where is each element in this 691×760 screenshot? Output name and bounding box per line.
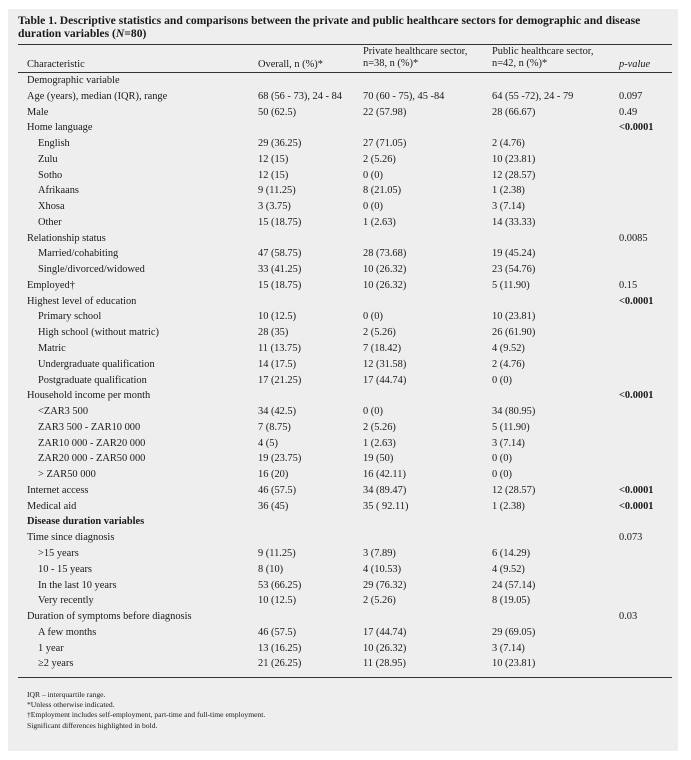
cell-characteristic: High school (without matric): [38, 327, 159, 339]
table-row: [0, 73, 691, 89]
cell-private: 1 (2.63): [363, 437, 396, 449]
cell-private: 10 (26.32): [363, 264, 407, 276]
table-row: [0, 152, 691, 168]
cell-overall: 14 (17.5): [258, 358, 297, 370]
table-row: [0, 483, 691, 499]
cell-characteristic: Disease duration variables: [27, 516, 145, 528]
cell-characteristic: Duration of symptoms before diagnosis: [27, 611, 192, 623]
cell-private: 10 (26.32): [363, 279, 407, 291]
cell-characteristic: Other: [38, 216, 62, 228]
cell-overall: 8 (10): [258, 563, 284, 575]
cell-public: 0 (0): [492, 469, 512, 481]
table-row: [0, 294, 691, 310]
cell-overall: 53 (66.25): [258, 579, 302, 591]
cell-public: 26 (61.90): [492, 327, 536, 339]
table-row: [0, 451, 691, 467]
cell-overall: 10 (12.5): [258, 311, 297, 323]
cell-private: 12 (31.58): [363, 358, 407, 370]
cell-overall: 34 (42.5): [258, 406, 297, 418]
cell-private: 3 (7.89): [363, 547, 396, 559]
cell-pvalue: <0.0001: [619, 295, 654, 307]
cell-characteristic: Employed†: [27, 279, 75, 291]
cell-public: 14 (33.33): [492, 216, 536, 228]
cell-private: 2 (5.26): [363, 421, 396, 433]
cell-characteristic: Medical aid: [27, 500, 77, 512]
bottom-rule: [18, 677, 672, 678]
table-row: [0, 625, 691, 641]
table-row: [0, 246, 691, 262]
col-header-overall: [258, 59, 323, 71]
cell-private: 29 (76.32): [363, 579, 407, 591]
cell-characteristic: A few months: [38, 626, 97, 638]
cell-public: 19 (45.24): [492, 248, 536, 260]
cell-pvalue: 0.0085: [619, 232, 648, 244]
cell-overall: 16 (20): [258, 469, 289, 481]
cell-characteristic: Demographic variable: [27, 75, 120, 86]
table-row: [0, 388, 691, 404]
cell-characteristic: ZAR3 500 - ZAR10 000: [38, 421, 141, 433]
table-row: [0, 593, 691, 609]
cell-overall: 28 (35): [258, 327, 289, 339]
table-row: [0, 199, 691, 215]
table-row: [0, 309, 691, 325]
table-row: [0, 215, 691, 231]
cell-public: 3 (7.14): [492, 642, 525, 654]
cell-private: 7 (18.42): [363, 343, 402, 355]
table-row: [0, 420, 691, 436]
cell-characteristic: Internet access: [27, 484, 89, 496]
table-row: [0, 262, 691, 278]
footnote: *Unless otherwise indicated.: [27, 700, 115, 710]
cell-overall: 21 (26.25): [258, 658, 302, 670]
cell-overall: 4 (5): [258, 437, 278, 449]
cell-private: 2 (5.26): [363, 153, 396, 165]
cell-private: 28 (73.68): [363, 248, 407, 260]
col-header-private-line1: Private healthcare sector,: [363, 46, 468, 57]
cell-overall: 46 (57.5): [258, 626, 297, 638]
cell-private: 19 (50): [363, 453, 394, 465]
cell-private: 1 (2.63): [363, 216, 396, 228]
table-row: [0, 136, 691, 152]
table-section-row: [0, 514, 691, 530]
cell-overall: 11 (13.75): [258, 343, 301, 355]
caption-label: Table 1.: [18, 14, 57, 27]
cell-overall: 12 (15): [258, 169, 289, 181]
cell-overall: 13 (16.25): [258, 642, 302, 654]
cell-characteristic: Male: [27, 106, 49, 118]
cell-characteristic: Matric: [38, 343, 66, 355]
cell-characteristic: 1 year: [38, 642, 64, 654]
table-row: [0, 641, 691, 657]
cell-private: 0 (0): [363, 169, 383, 181]
cell-public: 3 (7.14): [492, 201, 525, 213]
cell-pvalue: 0.097: [619, 90, 643, 102]
cell-overall: 33 (41.25): [258, 264, 302, 276]
cell-private: 70 (60 - 75), 45 -84: [363, 90, 445, 102]
cell-characteristic: ≥2 years: [38, 658, 74, 670]
cell-pvalue: 0.073: [619, 532, 643, 544]
table-row: [0, 609, 691, 625]
cell-public: 10 (23.81): [492, 311, 536, 323]
cell-private: 8 (21.05): [363, 185, 402, 197]
cell-overall: 15 (18.75): [258, 279, 302, 291]
cell-characteristic: Married/cohabiting: [38, 248, 119, 260]
caption-text: Descriptive statistics and comparisons between the private and public healthcare sectors for demographic and disease duration variables (: [18, 14, 641, 40]
cell-pvalue: 0.49: [619, 106, 638, 118]
table-row: [0, 656, 691, 672]
cell-overall: 46 (57.5): [258, 484, 297, 496]
cell-pvalue: <0.0001: [619, 390, 654, 402]
footnote: Significant differences highlighted in bold.: [27, 720, 158, 730]
cell-overall: 50 (62.5): [258, 106, 297, 118]
cell-private: 35 ( 92.11): [363, 500, 409, 512]
table-row: [0, 168, 691, 184]
top-rule: [18, 44, 672, 45]
cell-private: 34 (89.47): [363, 484, 407, 496]
cell-characteristic: ZAR20 000 - ZAR50 000: [38, 453, 146, 465]
col-header-private: [363, 46, 467, 70]
cell-public: 0 (0): [492, 374, 512, 386]
table-row: [0, 530, 691, 546]
cell-characteristic: <ZAR3 500: [38, 406, 89, 418]
cell-overall: 29 (36.25): [258, 138, 302, 150]
cell-overall: 7 (8.75): [258, 421, 291, 433]
cell-public: 24 (57.14): [492, 579, 536, 591]
table-row: [0, 325, 691, 341]
cell-characteristic: 10 - 15 years: [38, 563, 92, 575]
cell-characteristic: Undergraduate qualification: [38, 358, 155, 370]
cell-characteristic: >15 years: [38, 547, 79, 559]
cell-overall: 68 (56 - 73), 24 - 84: [258, 90, 342, 102]
cell-public: 1 (2.38): [492, 500, 525, 512]
cell-overall: 9 (11.25): [258, 185, 296, 197]
cell-public: 2 (4.76): [492, 358, 525, 370]
cell-pvalue: 0.03: [619, 611, 638, 623]
cell-public: 10 (23.81): [492, 153, 536, 165]
cell-overall: 17 (21.25): [258, 374, 302, 386]
table-row: [0, 578, 691, 594]
cell-characteristic: Postgraduate qualification: [38, 374, 147, 386]
table-row: [0, 404, 691, 420]
cell-public: 34 (80.95): [492, 406, 536, 418]
cell-characteristic: In the last 10 years: [38, 579, 117, 591]
cell-public: 4 (9.52): [492, 563, 525, 575]
table-row: [0, 467, 691, 483]
table-caption: [18, 14, 658, 40]
cell-characteristic: Very recently: [38, 595, 94, 607]
cell-characteristic: Time since diagnosis: [27, 532, 115, 544]
cell-public: 29 (69.05): [492, 626, 536, 638]
cell-public: 8 (19.05): [492, 595, 531, 607]
cell-private: 0 (0): [363, 201, 383, 213]
cell-public: 23 (54.76): [492, 264, 536, 276]
cell-characteristic: ZAR10 000 - ZAR20 000: [38, 437, 146, 449]
cell-characteristic: Sotho: [38, 169, 63, 181]
cell-private: 11 (28.95): [363, 658, 406, 670]
footnote: IQR – interquartile range.: [27, 690, 106, 699]
col-header-public: [492, 46, 593, 70]
cell-public: 5 (11.90): [492, 279, 530, 291]
col-header-private-line2: n=38, n (%)*: [363, 58, 419, 69]
cell-private: 10 (26.32): [363, 642, 407, 654]
cell-characteristic: > ZAR50 000: [38, 469, 96, 481]
cell-public: 10 (23.81): [492, 658, 536, 670]
table-row: [0, 89, 691, 105]
cell-overall: 3 (3.75): [258, 201, 291, 213]
table-row: [0, 105, 691, 121]
table-row: [0, 341, 691, 357]
cell-overall: 36 (45): [258, 500, 289, 512]
table-row: [0, 120, 691, 136]
cell-pvalue: <0.0001: [619, 122, 654, 134]
cell-characteristic: Relationship status: [27, 232, 106, 244]
col-header-public-line1: Public healthcare sector,: [492, 46, 594, 57]
table-row: [0, 546, 691, 562]
cell-public: 5 (11.90): [492, 421, 530, 433]
caption-text-end: =80): [124, 27, 147, 40]
cell-private: 22 (57.98): [363, 106, 407, 118]
cell-pvalue: 0.15: [619, 279, 638, 291]
col-header-public-line2: n=42, n (%)*: [492, 58, 548, 69]
col-header-pvalue-text: p-value: [619, 59, 651, 70]
cell-overall: 47 (58.75): [258, 248, 302, 260]
cell-characteristic: Household income per month: [27, 390, 151, 402]
table-row: [0, 499, 691, 515]
cell-characteristic: Afrikaans: [38, 185, 79, 197]
table-row: [0, 357, 691, 373]
cell-public: 12 (28.57): [492, 484, 536, 496]
table-row: [0, 231, 691, 247]
cell-private: 17 (44.74): [363, 626, 407, 638]
cell-private: 2 (5.26): [363, 327, 396, 339]
cell-overall: 15 (18.75): [258, 216, 302, 228]
table-row: [0, 373, 691, 389]
cell-characteristic: Highest level of education: [27, 295, 137, 307]
table-row: [0, 562, 691, 578]
cell-characteristic: Single/divorced/widowed: [38, 264, 145, 276]
cell-pvalue: <0.0001: [619, 500, 654, 512]
cell-public: 0 (0): [492, 453, 512, 465]
cell-overall: 9 (11.25): [258, 547, 296, 559]
cell-public: 1 (2.38): [492, 185, 525, 197]
cell-public: 4 (9.52): [492, 343, 525, 355]
footnote: †Employment includes self-employment, part-time and full-time employment.: [27, 710, 266, 720]
cell-public: 64 (55 -72), 24 - 79: [492, 90, 574, 102]
cell-overall: 19 (23.75): [258, 453, 302, 465]
cell-private: 4 (10.53): [363, 563, 402, 575]
cell-public: 3 (7.14): [492, 437, 525, 449]
cell-public: 2 (4.76): [492, 138, 525, 150]
cell-private: 2 (5.26): [363, 595, 396, 607]
cell-private: 17 (44.74): [363, 374, 407, 386]
col-header-characteristic: Characteristic: [27, 59, 85, 70]
cell-public: 6 (14.29): [492, 547, 531, 559]
cell-public: 28 (66.67): [492, 106, 536, 118]
cell-characteristic: Age (years), median (IQR), range: [27, 90, 168, 102]
cell-characteristic: Home language: [27, 122, 93, 134]
table-row: [0, 436, 691, 452]
cell-private: 16 (42.11): [363, 469, 406, 481]
caption-italic: N: [115, 27, 125, 40]
cell-private: 27 (71.05): [363, 138, 407, 150]
cell-characteristic: Zulu: [38, 153, 58, 165]
col-header-pvalue: [619, 59, 650, 71]
cell-overall: 10 (12.5): [258, 595, 297, 607]
cell-pvalue: <0.0001: [619, 484, 654, 496]
footnotes: [27, 690, 265, 731]
cell-overall: 12 (15): [258, 153, 289, 165]
table-body: [0, 73, 691, 672]
cell-characteristic: Primary school: [38, 311, 102, 323]
cell-characteristic: English: [38, 138, 70, 150]
cell-characteristic: Xhosa: [38, 201, 65, 213]
table-row: [0, 278, 691, 294]
col-header-overall-text: Overall, n (%)*: [258, 59, 323, 70]
cell-private: 0 (0): [363, 406, 383, 418]
table-row: [0, 183, 691, 199]
cell-public: 12 (28.57): [492, 169, 536, 181]
cell-private: 0 (0): [363, 311, 383, 323]
